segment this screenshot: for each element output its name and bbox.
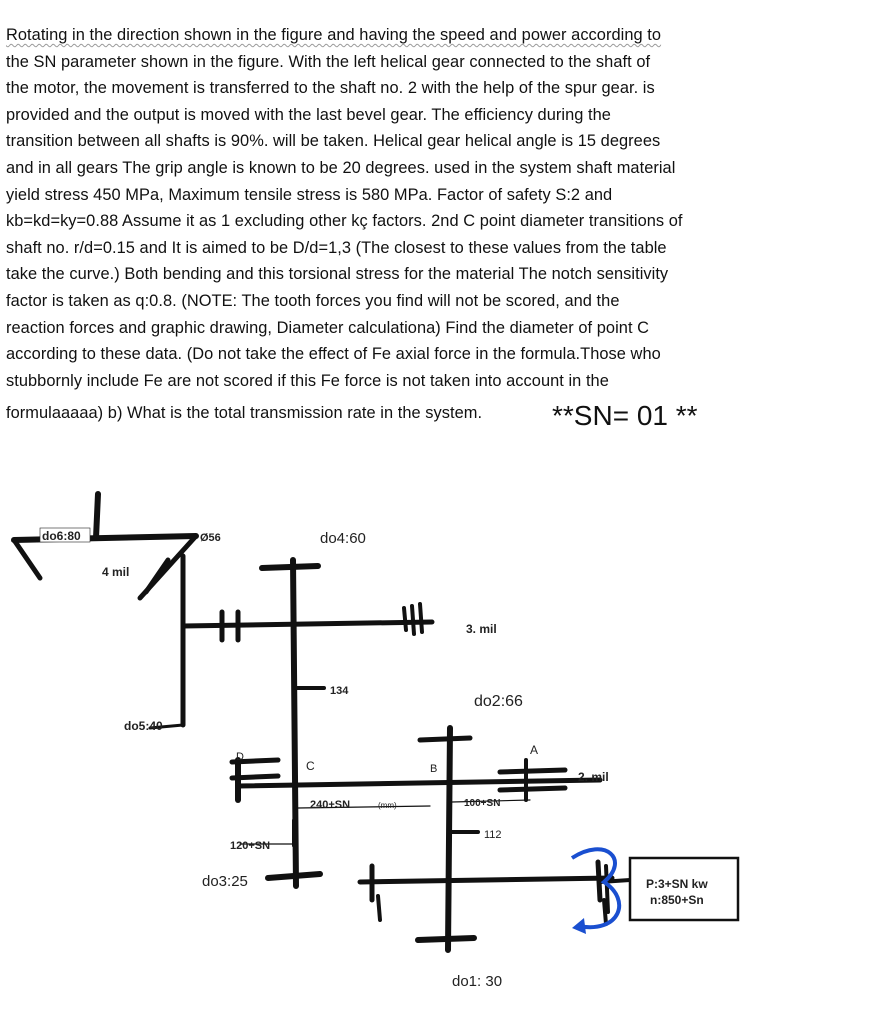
label-point-d: D (236, 751, 244, 763)
rotation-arrow-icon (572, 849, 619, 927)
bevel-gear-5-edge (146, 560, 168, 592)
bevel-shaft-4 (96, 494, 98, 538)
problem-line-7: yield stress 450 MPa, Maximum tensile stress is 580 MPa. Factor of safety S:2 and (6, 185, 613, 204)
label-do4: do4:60 (320, 530, 366, 547)
problem-line-12: reaction forces and graphic drawing, Diameter calculationa) Find the diameter of point C (6, 318, 650, 337)
problem-line-2: the SN parameter shown in the figure. With the left helical gear connected to the shaft of (6, 52, 651, 71)
gear-do3 (268, 874, 320, 878)
problem-line-6: and in all gears The grip angle is known to be 20 degrees. used in the system shaft material (6, 158, 676, 177)
problem-line-9: shaft no. r/d=0.15 and It is aimed to be D/d=1,3 (The closest to these values from the table (6, 238, 667, 257)
sn-parameter: **SN= 01 ** (552, 400, 698, 431)
gear-do4-top (262, 566, 318, 568)
gear-do1-right-3 (604, 900, 606, 924)
label-dim-240: 240+SN (310, 799, 351, 811)
label-do6: do6:80 (42, 529, 81, 543)
gear-a-bar-1 (500, 770, 565, 772)
problem-line-15: formulaaaaa) b) What is the total transmission rate in the system. (6, 404, 483, 423)
label-power: P:3+SN kw (646, 877, 708, 891)
gear-do2 (448, 728, 450, 950)
gear-do1-left-2 (378, 896, 380, 920)
problem-line-3: the motor, the movement is transferred to the shaft no. 2 with the help of the spur gear. is (6, 79, 655, 98)
problem-line-8: kb=kd=ky=0.88 Assume it as 1 excluding other kç factors. 2nd C point diameter transitions of (6, 212, 683, 231)
label-dim-100: 100+SN (464, 798, 501, 809)
problem-line-5: transition between all shafts is 90%. will be taken. Helical gear helical angle is 15 degrees (6, 132, 661, 151)
gear-do1-bottom (418, 938, 474, 940)
gear-do4-right-2 (412, 606, 414, 634)
label-2-mil: 2. mil (578, 770, 609, 784)
label-mm: (mm) (378, 801, 397, 810)
gear-do2-top (420, 738, 470, 740)
problem-line-10: take the curve.) Both bending and this torsional stress for the material The notch sensitivity (6, 265, 669, 284)
problem-line-11: factor is taken as q:0.8. (NOTE: The tooth forces you find will not be scored, and the (6, 291, 620, 310)
label-dim-120: 120+SN (230, 840, 271, 852)
problem-line-1-text: Rotating in the direction shown in the figure and having the speed and power according to (6, 26, 662, 44)
gear-d-bar-2 (232, 776, 278, 778)
bevel-gear-6-left-edge (14, 540, 40, 578)
problem-statement (6, 22, 886, 427)
label-point-a: A (530, 743, 539, 757)
label-point-c: C (306, 759, 315, 773)
problem-line-14: stubbornly include Fe are not scored if this Fe force is not taken into account in the (6, 371, 609, 390)
gear-a-bar-2 (500, 788, 565, 790)
label-do3: do3:25 (202, 873, 248, 890)
rotation-arrowhead-icon (572, 918, 586, 934)
problem-line-4: provided and the output is moved with the last bevel gear. The efficiency during the (6, 105, 611, 124)
problem-line-13: according to these data. (Do not take the effect of Fe axial force in the formula.Those who (6, 345, 661, 364)
label-3-mil: 3. mil (466, 622, 497, 636)
label-do5: do5:40 (124, 719, 163, 733)
label-d56: Ø56 (200, 532, 221, 544)
gear-do4-right-1 (404, 608, 406, 630)
label-point-b: B (430, 763, 438, 775)
label-4-mil: 4 mil (102, 565, 130, 579)
label-do1: do1: 30 (452, 973, 503, 990)
shaft-1 (360, 878, 612, 882)
label-speed: n:850+Sn (650, 893, 704, 907)
gear-do4-right-3 (420, 604, 422, 632)
label-do2: do2:66 (474, 693, 523, 710)
label-134: 134 (330, 685, 349, 697)
gear-train-diagram (0, 470, 892, 1024)
label-112: 112 (484, 829, 502, 841)
problem-line-1 (6, 22, 886, 49)
